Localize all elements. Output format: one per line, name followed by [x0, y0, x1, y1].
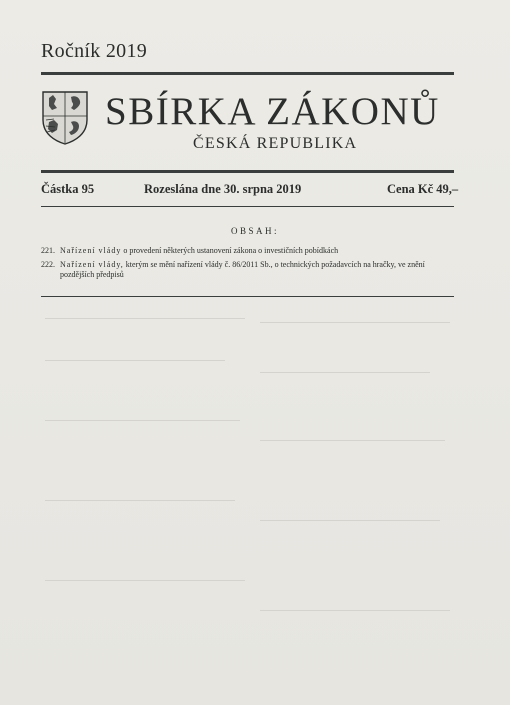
item-description: o provedení některých ustanovení zákona o investičních pobídkách [121, 246, 339, 255]
part-number: Částka 95 [41, 182, 95, 196]
item-number: 222. [41, 260, 55, 269]
meta-rule [41, 206, 454, 207]
state-emblem-icon [41, 90, 89, 145]
item-type: Nařízení vlády, [60, 260, 124, 269]
volume-year: Ročník 2019 [41, 40, 148, 62]
contents-heading: OBSAH: [230, 226, 279, 236]
header-bottom-rule [41, 170, 454, 173]
price: Cena Kč 49,– [387, 182, 459, 196]
gazette-title: SBÍRKA ZÁKONŮ [105, 90, 440, 133]
contents-bottom-rule [41, 296, 454, 297]
item-type: Nařízení vlády [60, 246, 122, 255]
item-number: 221. [41, 246, 55, 255]
item-text [60, 260, 454, 280]
issue-date: Rozeslána dne 30. srpna 2019 [144, 182, 302, 196]
item-text [60, 246, 454, 256]
item-description: kterým se mění nařízení vlády č. 86/2011 Sb., o technických požadavcích na hračky, ve znění pozdějších předpisů [60, 260, 425, 279]
header-top-rule [41, 72, 454, 75]
country-subtitle: ČESKÁ REPUBLIKA [193, 135, 358, 152]
